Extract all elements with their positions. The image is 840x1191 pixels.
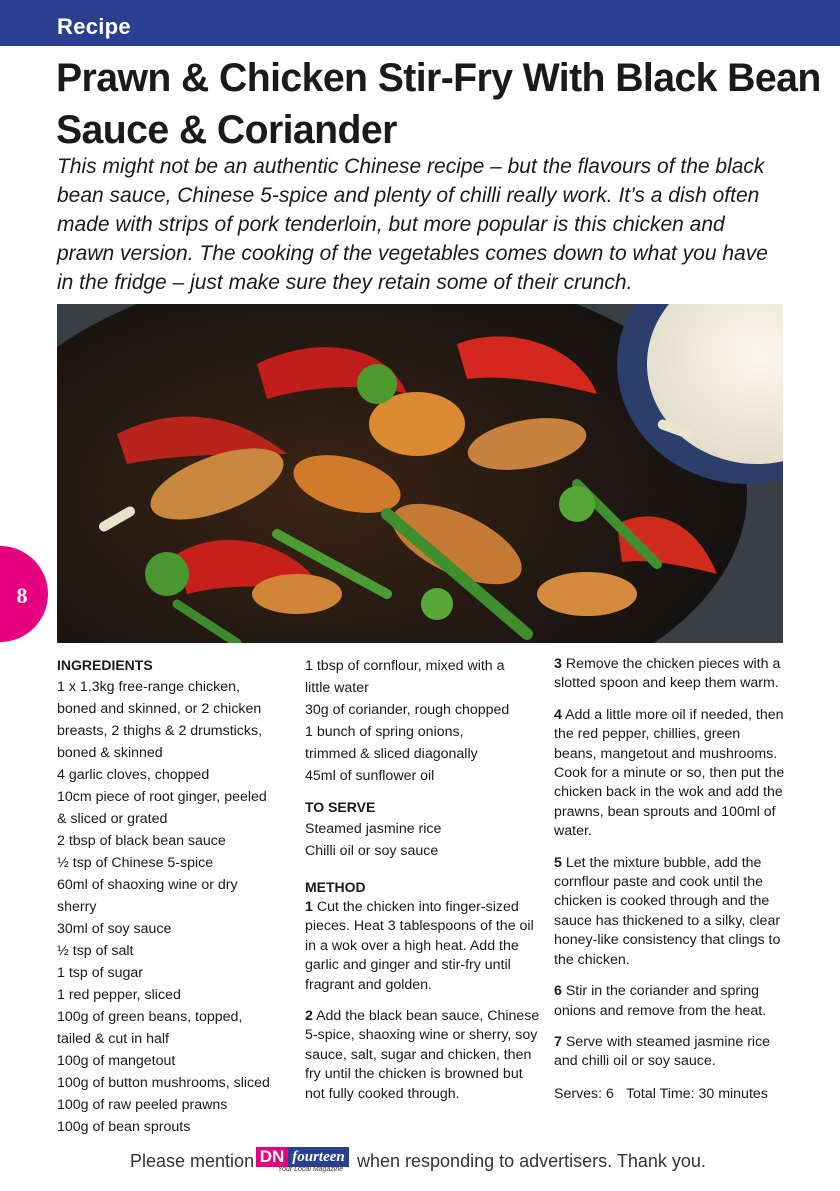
step-number: 5 [554,854,562,871]
step-text: Let the mixture bubble, add the cornflour paste and cook until the chicken is cooked through and the sauce has thickened to a silky, clear honey-like consistency that clings to the chicken. [554,854,781,968]
step-text: Add a little more oil if needed, then the red pepper, chillies, green beans, mangetout and mushrooms. Cook for a minute or so, then put the chicken back in the wok and add the prawns, bean sprouts and 100ml of water. [554,706,785,840]
serve-line: Chilli oil or soy sauce [305,843,439,859]
ingredient-line: 100g of raw peeled prawns [57,1097,228,1113]
ingredient-line: 4 garlic cloves, chopped [57,767,210,783]
ingredients-heading: INGREDIENTS [57,657,153,673]
ingredient-line: boned & skinned [57,745,163,761]
step-text: Remove the chicken pieces with a slotted spoon and keep them warm. [554,656,781,692]
ingredient-line: 100g of green beans, topped, [57,1009,243,1025]
step-number: 2 [305,1008,313,1025]
method-steps-col3 [554,655,786,1072]
title-line: Prawn & Chicken Stir-Fry With Black Bean [56,56,821,100]
ingredient-line: 45ml of sunflower oil [305,768,435,784]
intro-line: made with strips of pork tenderloin, but more popular is this chicken and [57,213,725,236]
ingredient-line: tailed & cut in half [57,1031,169,1047]
dn-fourteen-logo [256,1147,349,1175]
intro-line: prawn version. The cooking of the vegetables comes down to what you have [57,242,768,265]
serve-line: Steamed jasmine rice [305,821,442,837]
ingredient-line: 100g of bean sprouts [57,1119,191,1135]
spacer [305,862,543,877]
step-text: Serve with steamed jasmine rice and chilli oil or soy sauce. [554,1033,771,1070]
ingredient-line: 1 tsp of sugar [57,965,143,981]
ingredient-line: 100g of mangetout [57,1053,176,1069]
ingredient-line: 1 red pepper, sliced [57,987,181,1003]
step-number: 7 [554,1033,562,1050]
intro-line: in the fridge – just make sure they retain some of their crunch. [57,271,633,294]
spacer [305,787,543,797]
method-step [554,1033,786,1072]
ingredient-line: 60ml of shaoxing wine or dry [57,877,238,893]
step-number: 4 [554,706,562,723]
recipe-title [56,52,821,156]
ingredient-line: trimmed & sliced diagonally [305,746,478,762]
footer [0,1147,840,1177]
method-steps-col2 [305,898,543,1104]
ingredient-line: 1 tbsp of cornflour, mixed with a [305,658,505,674]
ingredient-line: 30g of coriander, rough chopped [305,702,510,718]
ingredients-column-2 [305,655,543,1116]
ingredients-column-1 [57,655,295,1138]
ingredient-line: 1 x 1.3kg free-range chicken, [57,679,240,695]
intro-line: bean sauce, Chinese 5-spice and plenty of chilli really work. It’s a dish often [57,184,760,207]
recipe-photo [57,304,783,643]
ingredient-line: 10cm piece of root ginger, peeled [57,789,267,805]
ingredient-line: 2 tbsp of black bean sauce [57,833,226,849]
method-step [554,655,786,694]
page-number: 8 [16,583,28,608]
step-number: 1 [305,899,313,915]
step-text: Add the black bean sauce, Chinese 5-spice, shaoxing wine or sherry, soy sauce, salt, sugar and chicken, then fry until the chicken is browned but not fully cooked through. [305,1008,540,1102]
logo-dn: DN [256,1147,288,1167]
method-column-3 [554,655,786,1104]
serves-info [554,1084,786,1104]
logo-tagline: Your Local Magazine [277,1166,344,1173]
step-number: 3 [554,656,562,672]
method-step [554,982,786,1021]
step-number: 6 [554,983,562,1000]
method-step [554,706,786,842]
step-text: Cut the chicken into finger-sized pieces. Heat 3 tablespoons of the oil in a wok over a high heat. Add the garlic and ginger and stir-fry until fragrant and golden. [305,899,534,993]
serves-count: Serves: 6 [554,1085,614,1102]
footer-text-left: Please mention [130,1151,255,1171]
intro-text [57,152,797,297]
title-line: Sauce & Coriander [56,108,397,152]
ingredient-line: & sliced or grated [57,811,168,827]
ingredient-line: ½ tsp of salt [57,943,134,959]
section-label: Recipe [57,14,131,39]
step-text: Stir in the coriander and spring onions and remove from the heat. [554,983,767,1019]
ingredient-line: boned and skinned, or 2 chicken [57,701,262,717]
method-step [554,854,786,970]
footer-text-right: when responding to advertisers. Thank you. [357,1151,706,1171]
method-step [305,898,543,995]
to-serve-heading: TO SERVE [305,799,376,815]
method-step [305,1007,543,1104]
logo-fourteen: fourteen [288,1147,349,1167]
total-time: Total Time: 30 minutes [625,1085,768,1102]
ingredient-line: 100g of button mushrooms, sliced [57,1075,270,1091]
method-heading: METHOD [305,879,366,895]
ingredient-line: little water [305,680,369,696]
ingredient-line: 30ml of soy sauce [57,921,172,937]
ingredient-line: breasts, 2 thighs & 2 drumsticks, [57,723,263,739]
ingredient-line: 1 bunch of spring onions, [305,724,464,740]
intro-line: This might not be an authentic Chinese recipe – but the flavours of the black [57,155,765,178]
ingredient-line: sherry [57,899,97,915]
ingredient-line: ½ tsp of Chinese 5-spice [57,855,214,871]
